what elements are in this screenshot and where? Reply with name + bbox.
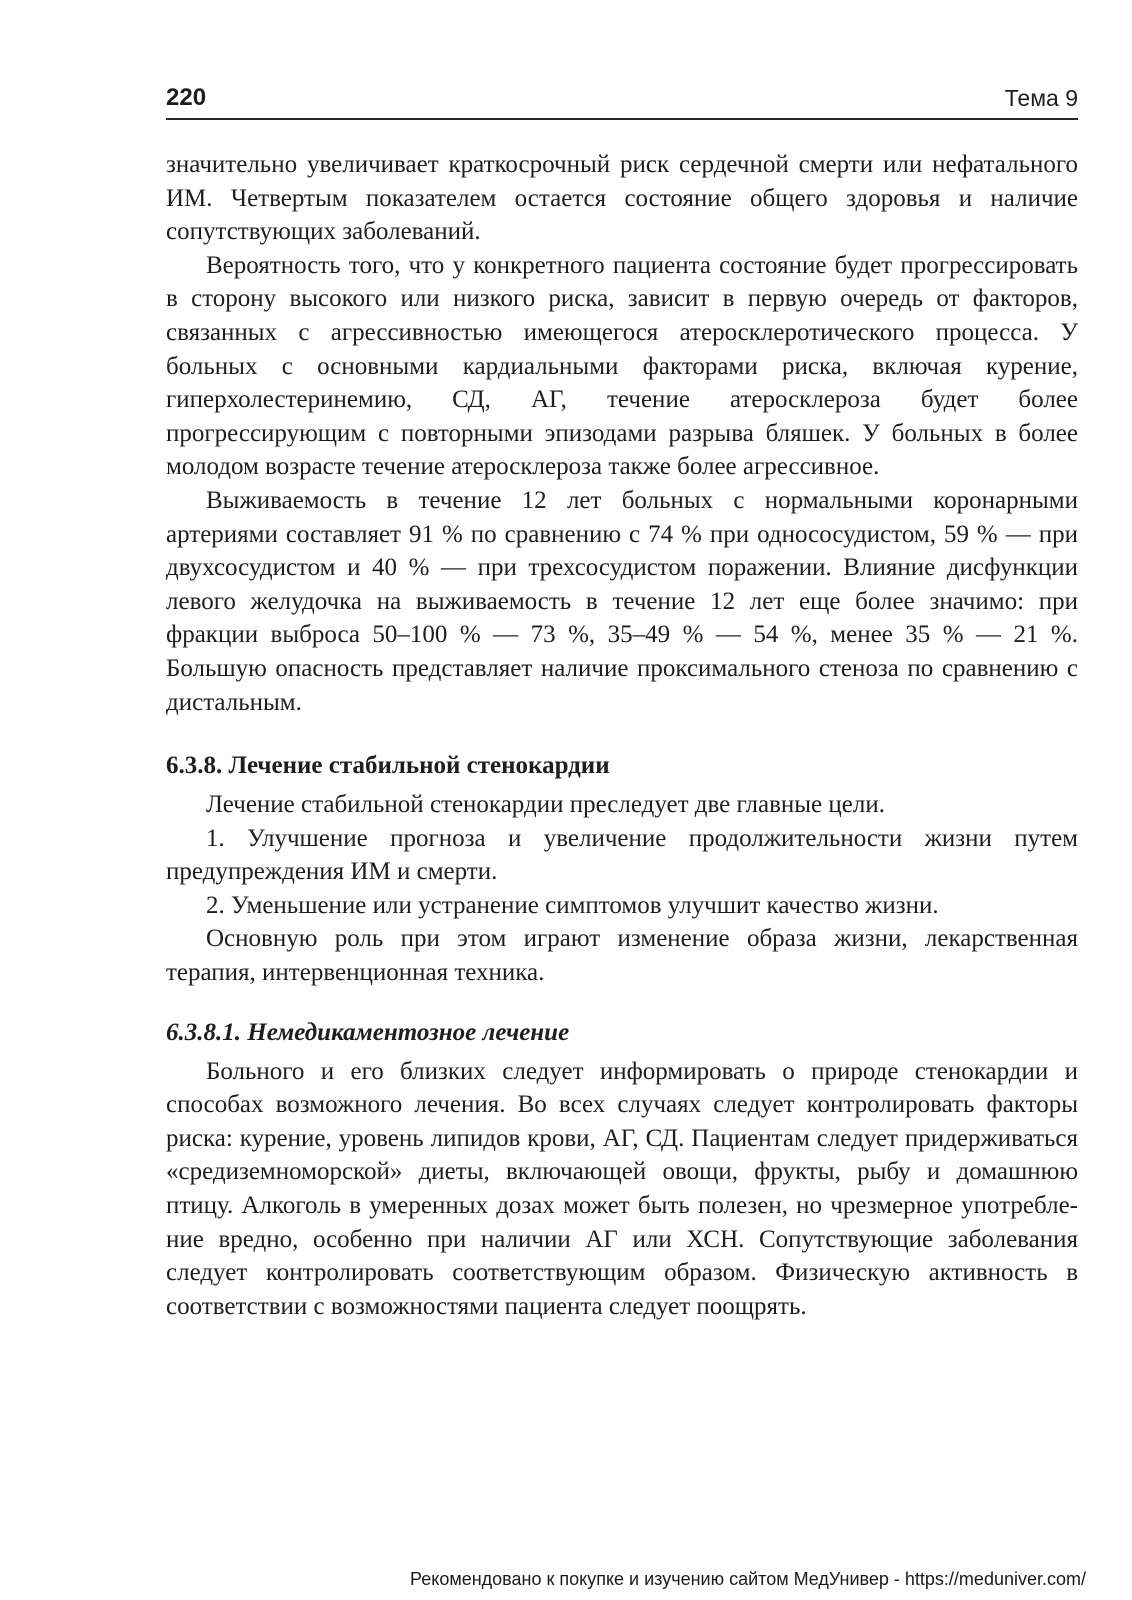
paragraph: Выживаемость в течение 12 лет больных с нормальными коронарными артериями составляет 91 % по сравнению с 74 % при однососудистом, 59 % — при двухсосудистом и 40 % — при трехсосудистом поражении. Влияние дисфункции левого желудочка на выживаемость в течение 12 лет еще более значимо: при фракции выброса 50–100 % — 73 %, 35–49 % — 54 %, менее 35 % — 21 %. Большую опасность представляет наличие проксимального стеноза по сравнению с дистальным. — [166, 486, 1078, 716]
section-heading: 6.3.8. Лечение стабильной стенокардии — [166, 752, 610, 780]
paragraph: 2. Уменьшение или устранение симптомов улучшит качество жизни. — [206, 891, 939, 919]
footer-note: Рекомендовано к покупке и изучению сайтом МедУнивер - https://meduniver.com/ — [410, 1569, 1086, 1589]
page-number: 220 — [166, 84, 207, 111]
page-body — [166, 148, 1078, 1323]
paragraph: значительно увеличивает краткосрочный риск сердечной смерти или нефатального ИМ. Четвертым показателем остается состояние общего здоровья и наличие сопутствующих заболеваний. — [166, 151, 1078, 246]
subsection-heading: 6.3.8.1. Немедикаментозное лечение — [166, 1018, 570, 1046]
paragraph: 1. Улучшение прогноза и увеличение продолжительности жизни путем предупреждения ИМ и смерти. — [166, 824, 1078, 886]
paragraph: Основную роль при этом играют изменение образа жизни, лекарственная терапия, интервенционная техника. — [166, 925, 1078, 987]
page-header — [166, 82, 1078, 120]
paragraph: Вероятность того, что у конкретного пациента состояние будет прогрессировать в сторону высокого или низкого риска, зависит в первую очередь от факторов, связанных с агрессивностью имеющегося атеросклеротического процесса. У больных с основными кардиальными факторами риска, включая курение, гиперхолестеринемию, СД, АГ, течение атеросклероза будет более прогрессирующим с повторными эпизодами разрыва бляшек. У больных в более молодом возрасте течение атеросклероза также более агрессивное. — [166, 251, 1078, 481]
paragraph: Больного и его близких следует информировать о природе стенокардии и способах возможного лечения. Во всех случаях следует контролировать факторы риска: курение, уровень липидов крови, АГ, СД. Пациентам следует придерживаться «средиземноморской» диеты, включающей овощи, фрукты, рыбу и домашнюю птицу. Алкоголь в умеренных дозах может быть полезен, но чрезмерное употребление вредно, особенно при наличии АГ или ХСН. Сопутствующие заболевания следует контролировать соответствующим образом. Физическую активность в соответствии с возможностями пациента следует поощрять. — [166, 1057, 1078, 1320]
running-head: Тема 9 — [1004, 85, 1078, 111]
paragraph: Лечение стабильной стенокардии преследует две главные цели. — [206, 791, 885, 819]
